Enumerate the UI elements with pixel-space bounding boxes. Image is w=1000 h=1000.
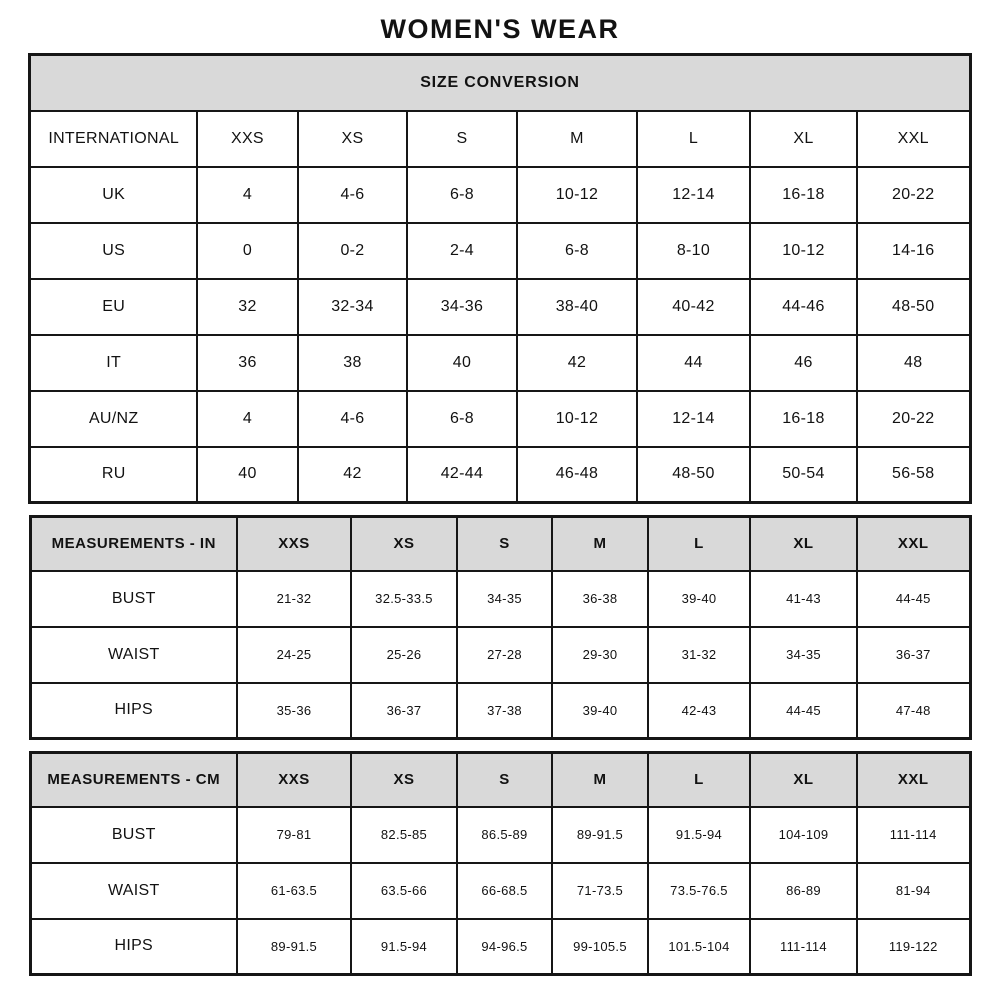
size-conversion-table [28, 53, 971, 504]
size-cell: 42 [517, 335, 637, 391]
size-cell: 44-46 [750, 279, 857, 335]
measure-cell: 44-45 [857, 571, 970, 627]
col-header-l: L [648, 753, 750, 807]
size-cell: 46-48 [517, 447, 637, 503]
measure-cell: 91.5-94 [648, 807, 750, 863]
col-header-xl: XL [750, 111, 857, 167]
measure-cell: 32.5-33.5 [351, 571, 457, 627]
size-cell: 10-12 [517, 167, 637, 223]
measure-cell: 104-109 [750, 807, 857, 863]
measure-cell: 86-89 [750, 863, 857, 919]
size-cell: 4-6 [298, 167, 407, 223]
measure-cell: 71-73.5 [552, 863, 648, 919]
size-cell: 34-36 [407, 279, 517, 335]
measure-cell: 31-32 [648, 627, 750, 683]
measure-cell: 61-63.5 [237, 863, 351, 919]
measure-cell: 47-48 [857, 683, 970, 739]
row-label: HIPS [30, 683, 237, 739]
measurements-cm-table [29, 751, 972, 976]
col-header-l: L [648, 517, 750, 571]
table-row-bust-cm [30, 807, 970, 863]
size-cell: 36 [197, 335, 298, 391]
col-header-xxs: XXS [237, 753, 351, 807]
size-cell: 6-8 [407, 167, 517, 223]
measure-cell: 89-91.5 [237, 919, 351, 975]
measure-cell: 63.5-66 [351, 863, 457, 919]
size-cell: 4-6 [298, 391, 407, 447]
col-header-s: S [407, 111, 517, 167]
row-label: UK [30, 167, 197, 223]
col-header-xxl: XXL [857, 111, 970, 167]
size-cell: 20-22 [857, 167, 970, 223]
row-label: IT [30, 335, 197, 391]
col-header-s: S [457, 517, 552, 571]
table-row-ru [30, 447, 970, 503]
col-header-m: M [517, 111, 637, 167]
size-cell: 44 [637, 335, 750, 391]
measure-cell: 42-43 [648, 683, 750, 739]
measure-cell: 25-26 [351, 627, 457, 683]
size-cell: 12-14 [637, 167, 750, 223]
col-header-xs: XS [298, 111, 407, 167]
size-cell: 32-34 [298, 279, 407, 335]
table-row-eu [30, 279, 970, 335]
size-cell: 12-14 [637, 391, 750, 447]
col-header-l: L [637, 111, 750, 167]
col-header-xl: XL [750, 753, 857, 807]
table-row-waist-in [30, 627, 970, 683]
col-header-m: M [552, 517, 648, 571]
row-label: WAIST [30, 627, 237, 683]
size-cell: 8-10 [637, 223, 750, 279]
table-row-uk [30, 167, 970, 223]
size-cell: 32 [197, 279, 298, 335]
measure-cell: 73.5-76.5 [648, 863, 750, 919]
size-cell: 48-50 [637, 447, 750, 503]
size-cell: 42-44 [407, 447, 517, 503]
measure-cell: 41-43 [750, 571, 857, 627]
size-cell: 10-12 [517, 391, 637, 447]
measure-cell: 27-28 [457, 627, 552, 683]
measurements-in-header: MEASUREMENTS - IN [30, 517, 237, 571]
row-label: EU [30, 279, 197, 335]
row-label: RU [30, 447, 197, 503]
size-cell: 40 [197, 447, 298, 503]
size-cell: 16-18 [750, 167, 857, 223]
size-cell: 48-50 [857, 279, 970, 335]
measure-cell: 119-122 [857, 919, 970, 975]
measure-cell: 36-38 [552, 571, 648, 627]
table-row-us [30, 223, 970, 279]
measure-cell: 24-25 [237, 627, 351, 683]
measure-cell: 35-36 [237, 683, 351, 739]
measure-cell: 21-32 [237, 571, 351, 627]
col-header-xxs: XXS [197, 111, 298, 167]
col-header-xxl: XXL [857, 753, 970, 807]
table-row-it [30, 335, 970, 391]
col-header-xs: XS [351, 517, 457, 571]
row-label: US [30, 223, 197, 279]
size-cell: 16-18 [750, 391, 857, 447]
size-cell: 50-54 [750, 447, 857, 503]
size-cell: 48 [857, 335, 970, 391]
measure-cell: 66-68.5 [457, 863, 552, 919]
size-cell: 4 [197, 391, 298, 447]
size-cell: 40 [407, 335, 517, 391]
measure-cell: 34-35 [457, 571, 552, 627]
size-column-header-row [30, 111, 970, 167]
row-label: BUST [30, 807, 237, 863]
measure-cell: 86.5-89 [457, 807, 552, 863]
size-cell: 0-2 [298, 223, 407, 279]
measurements-in-table [29, 515, 972, 740]
table-row-aunz [30, 391, 970, 447]
measure-cell: 79-81 [237, 807, 351, 863]
size-cell: 38 [298, 335, 407, 391]
size-cell: 40-42 [637, 279, 750, 335]
measure-cell: 99-105.5 [552, 919, 648, 975]
row-label: HIPS [30, 919, 237, 975]
table-row-bust-in [30, 571, 970, 627]
col-header-international: INTERNATIONAL [30, 111, 197, 167]
table-row-waist-cm [30, 863, 970, 919]
table-row-hips-in [30, 683, 970, 739]
measurements-cm-header-row [30, 753, 970, 807]
col-header-xl: XL [750, 517, 857, 571]
measure-cell: 101.5-104 [648, 919, 750, 975]
measure-cell: 34-35 [750, 627, 857, 683]
size-cell: 4 [197, 167, 298, 223]
measurements-cm-header: MEASUREMENTS - CM [30, 753, 237, 807]
col-header-xs: XS [351, 753, 457, 807]
measure-cell: 94-96.5 [457, 919, 552, 975]
page-title: WOMEN'S WEAR [380, 14, 620, 44]
row-label: AU/NZ [30, 391, 197, 447]
measure-cell: 39-40 [648, 571, 750, 627]
size-cell: 14-16 [857, 223, 970, 279]
size-cell: 20-22 [857, 391, 970, 447]
measure-cell: 36-37 [351, 683, 457, 739]
size-cell: 46 [750, 335, 857, 391]
table-row-hips-cm [30, 919, 970, 975]
measure-cell: 29-30 [552, 627, 648, 683]
measure-cell: 111-114 [857, 807, 970, 863]
measure-cell: 44-45 [750, 683, 857, 739]
size-cell: 2-4 [407, 223, 517, 279]
measure-cell: 39-40 [552, 683, 648, 739]
size-conversion-header: SIZE CONVERSION [30, 55, 970, 111]
size-cell: 6-8 [407, 391, 517, 447]
measure-cell: 91.5-94 [351, 919, 457, 975]
row-label: BUST [30, 571, 237, 627]
size-cell: 42 [298, 447, 407, 503]
col-header-xxs: XXS [237, 517, 351, 571]
size-cell: 38-40 [517, 279, 637, 335]
col-header-m: M [552, 753, 648, 807]
measure-cell: 37-38 [457, 683, 552, 739]
measure-cell: 89-91.5 [552, 807, 648, 863]
size-cell: 56-58 [857, 447, 970, 503]
size-cell: 0 [197, 223, 298, 279]
measure-cell: 81-94 [857, 863, 970, 919]
col-header-xxl: XXL [857, 517, 970, 571]
measure-cell: 36-37 [857, 627, 970, 683]
measure-cell: 82.5-85 [351, 807, 457, 863]
size-cell: 6-8 [517, 223, 637, 279]
measure-cell: 111-114 [750, 919, 857, 975]
col-header-s: S [457, 753, 552, 807]
size-cell: 10-12 [750, 223, 857, 279]
measurements-in-header-row [30, 517, 970, 571]
row-label: WAIST [30, 863, 237, 919]
